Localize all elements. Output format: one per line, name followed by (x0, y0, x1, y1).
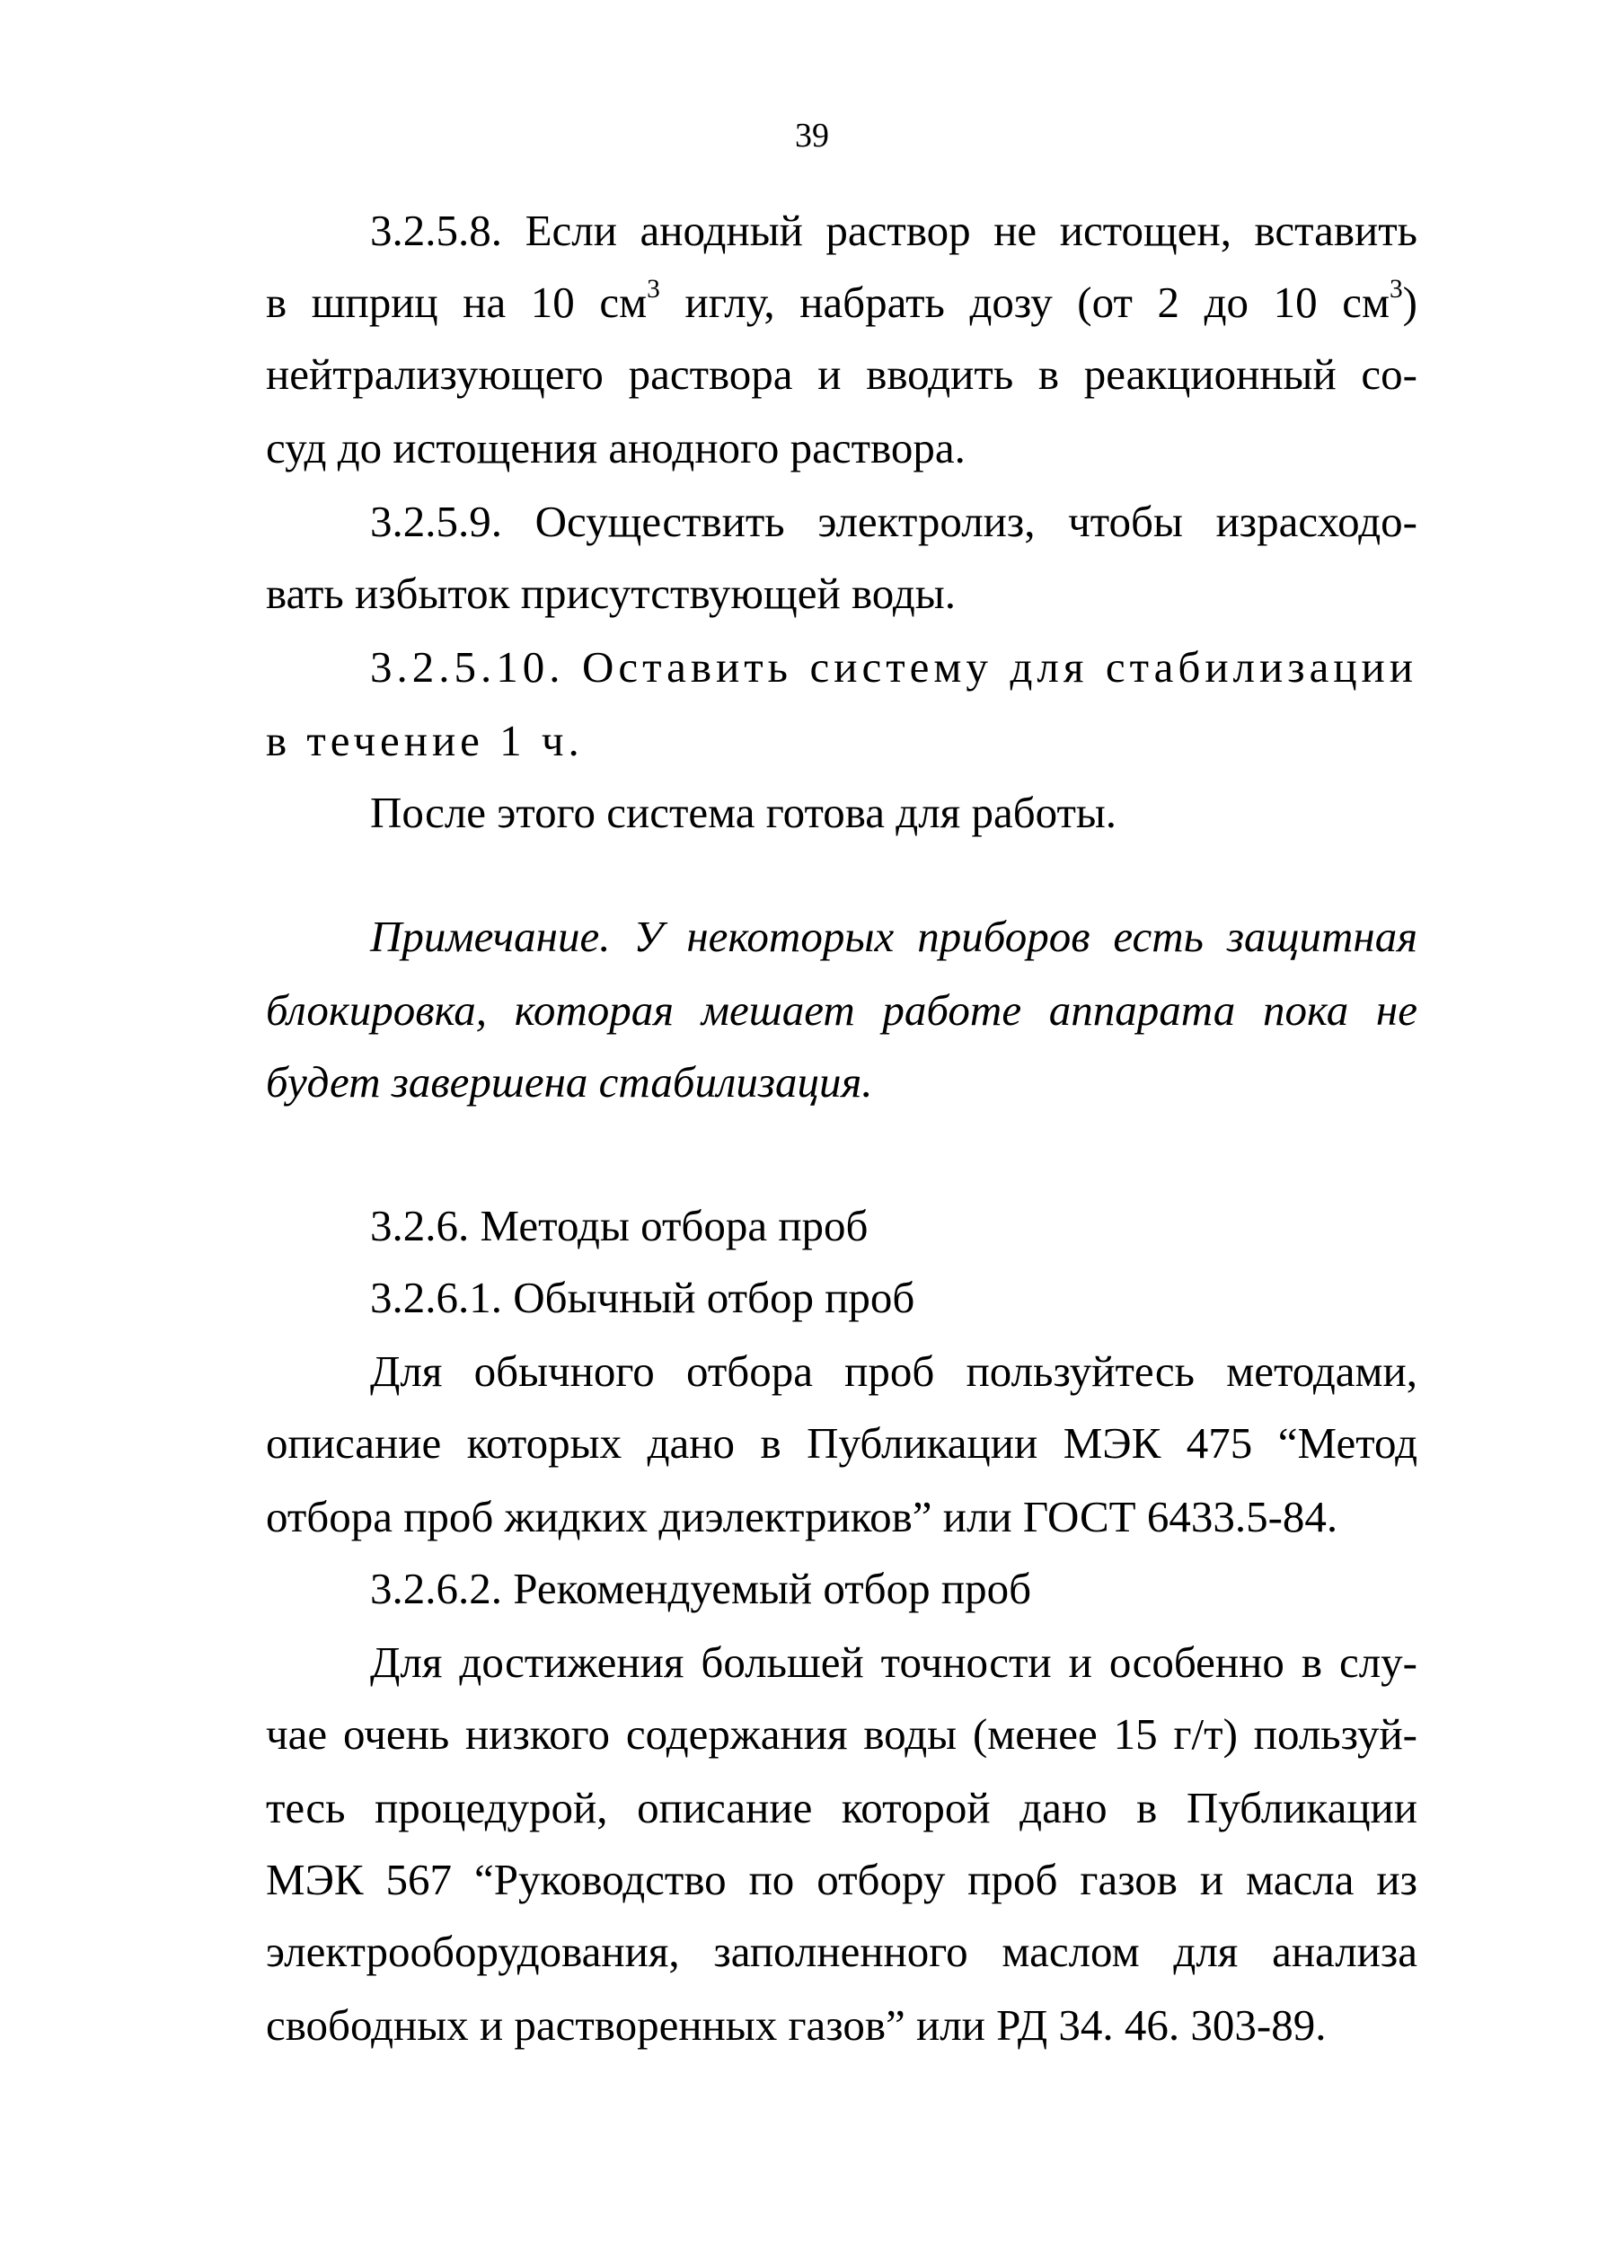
superscript: 3 (647, 274, 660, 304)
paragraph-3-2-6-2-line-4: МЭК 567 “Руководство по отбору проб газов и масла из (266, 1855, 1417, 1904)
section-heading-3-2-6-2: 3.2.6.2. Рекомендуемый отбор проб (370, 1564, 1032, 1613)
paragraph-3-2-6-1-line-3: отбора проб жидких диэлектриков” или ГОСТ 6433.5-84. (266, 1492, 1338, 1541)
paragraph-3-2-6-1-line-2: описание которых дано в Публикации МЭК 475 “Метод (266, 1418, 1417, 1468)
section-heading-3-2-6-1: 3.2.6.1. Обычный отбор проб (370, 1273, 915, 1322)
paragraph-3-2-6-2-line-2: чае очень низкого содержания воды (менее 15 г/т) пользуй- (266, 1709, 1417, 1759)
paragraph-3-2-6-2-line-1: Для достижения большей точности и особенно в слу- (370, 1637, 1417, 1687)
paragraph-3-2-6-2-line-6: свободных и растворенных газов” или РД 34. 46. 303-89. (266, 2000, 1327, 2050)
paragraph-3-2-5-9-line-1: 3.2.5.9. Осуществить электролиз, чтобы израсходо- (370, 497, 1417, 546)
note-line-3: будет завершена стабилизация. (266, 1057, 873, 1107)
paragraph-3-2-5-10-line-1: 3.2.5.10. Оставить систему для стабилизации (370, 642, 1417, 692)
page-number: 39 (795, 117, 829, 154)
paragraph-3-2-5-10-line-2: в течение 1 ч. (266, 716, 584, 765)
paragraph-3-2-5-8-line-3: нейтрализующего раствора и вводить в реакционный со- (266, 349, 1417, 399)
paragraph-3-2-5-8-line-1: 3.2.5.8. Если анодный раствор не истощен, вставить (370, 206, 1417, 255)
text-fragment: иглу, набрать дозу (от 2 до 10 см (659, 278, 1390, 327)
paragraph-3-2-5-9-line-2: вать избыток присутствующей воды. (266, 569, 956, 618)
superscript: 3 (1389, 274, 1403, 304)
paragraph-3-2-5-8-line-4: суд до истощения анодного раствора. (266, 423, 966, 472)
text-fragment: ) (1402, 278, 1417, 327)
paragraph-3-2-6-2-line-5: электрооборудования, заполненного маслом для анализа (266, 1927, 1417, 1976)
paragraph-3-2-5-8-line-2 (266, 274, 1417, 327)
ready-text: После этого система готова для работы. (370, 788, 1117, 837)
paragraph-3-2-6-2-line-3: тесь процедурой, описание которой дано в Публикации (266, 1783, 1417, 1832)
paragraph-3-2-6-1-line-1: Для обычного отбора проб пользуйтесь методами, (370, 1346, 1417, 1396)
note-line-1: Примечание. У некоторых приборов есть защитная (370, 912, 1417, 961)
text-fragment: в шприц на 10 см (266, 278, 648, 327)
note-line-2: блокировка, которая мешает работе аппарата пока не (266, 985, 1417, 1035)
section-heading-3-2-6: 3.2.6. Методы отбора проб (370, 1201, 869, 1250)
